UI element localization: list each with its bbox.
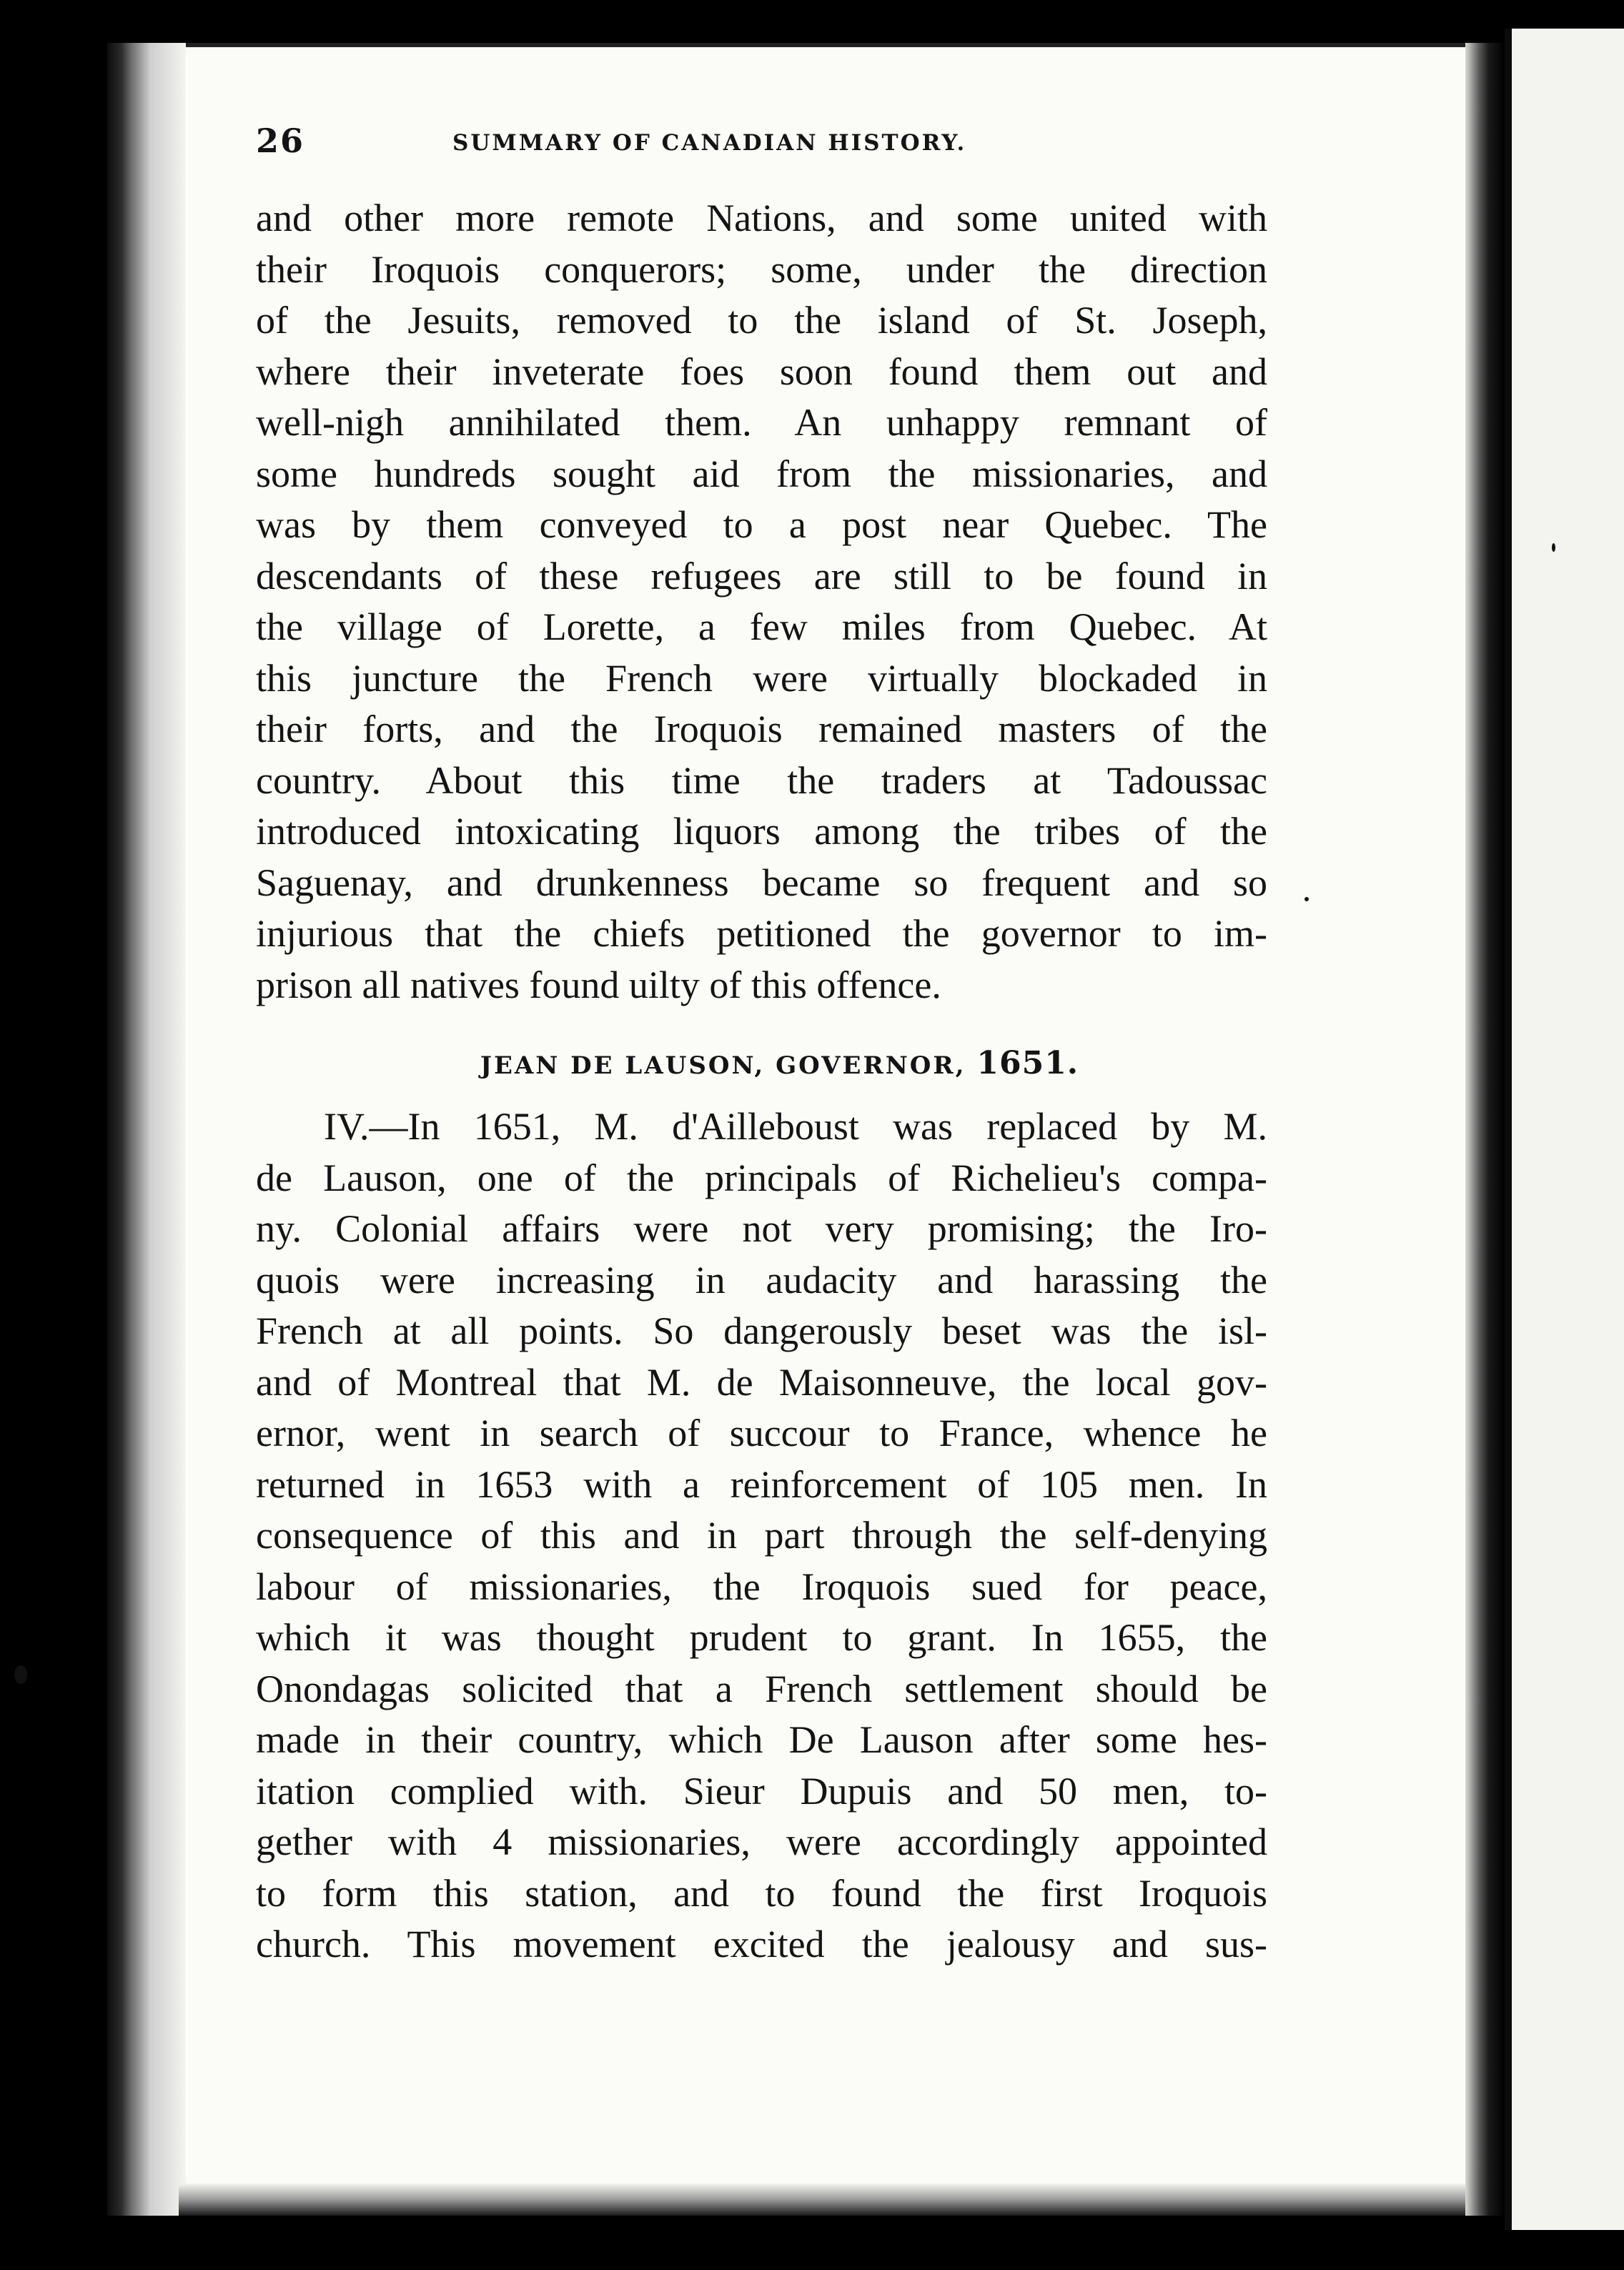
text-line: itation complied with. Sieur Dupuis and 50 men, to- [256,1769,1267,1813]
text-line: to form this station, and to found the first Iroquois [256,1871,1267,1915]
text-line: and other more remote Nations, and some united with [256,197,1267,239]
paragraph-1 [256,193,1267,1011]
text-block [256,107,1267,1971]
text-line: of the Jesuits, removed to the island of St. Joseph, [256,299,1267,342]
page-bottom-edge [179,2184,1465,2216]
page-right-edge [1465,43,1505,2216]
text-line: well-nigh annihilated them. An unhappy remnant of [256,401,1267,444]
scan-speck [14,1665,27,1684]
text-line: gether with 4 missionaries, were accordingly appointed [256,1820,1267,1863]
section-heading-text: JEAN DE LAUSON, GOVERNOR, [480,1051,966,1080]
text-line: French at all points. So dangerously beset was the isl- [256,1309,1267,1352]
text-line: and of Montreal that M. de Maisonneuve, the local gov- [256,1360,1267,1404]
scan-speck [1304,897,1309,901]
text-line: de Lauson, one of the principals of Richelieu's compa- [256,1156,1267,1199]
text-line: the village of Lorette, a few miles from Quebec. At [256,605,1267,648]
text-line: consequence of this and in part through the self-denying [256,1514,1267,1557]
running-title: SUMMARY OF CANADIAN HISTORY. [452,130,967,156]
running-head [256,107,1267,160]
text-line: injurious that the chiefs petitioned the governor to im- [256,912,1267,955]
text-line: this juncture the French were virtually blockaded in [256,656,1267,700]
text-line: Onondagas solicited that a French settlement should be [256,1667,1267,1710]
text-line: was by them conveyed to a post near Quebec. The [256,503,1267,546]
scan-speck [1552,543,1555,552]
text-line: ernor, went in search of succour to France, whence he [256,1412,1267,1454]
facing-page-edge [1505,29,1624,2230]
text-line: IV.—In 1651, M. d'Ailleboust was replaced by M. [324,1105,1267,1148]
page-gutter-shadow [107,43,186,2216]
text-line: ny. Colonial affairs were not very promising; the Iro- [256,1207,1267,1250]
page-number: 26 [256,122,305,160]
text-line: prison all natives found uilty of this offence. [256,963,941,1006]
text-line: which it was thought prudent to grant. In 1655, the [256,1616,1267,1659]
text-line: made in their country, which De Lauson after some hes- [256,1718,1267,1761]
text-line: their forts, and the Iroquois remained masters of the [256,708,1267,750]
text-line: labour of missionaries, the Iroquois sued for peace, [256,1565,1267,1608]
text-line: descendants of these refugees are still to be found in [256,554,1267,598]
text-line: their Iroquois conquerors; some, under the direction [256,247,1267,291]
text-line: where their inveterate foes soon found them out and [256,350,1267,393]
text-line: Saguenay, and drunkenness became so frequent and so [256,861,1267,904]
section-heading [256,1045,1267,1081]
text-line: introduced intoxicating liquors among the tribes of the [256,810,1267,853]
section-heading-year: 1651. [976,1045,1079,1081]
text-line: church. This movement excited the jealousy and sus- [256,1923,1267,1966]
text-line: returned in 1653 with a reinforcement of 105 men. In [256,1462,1267,1506]
paragraph-2 [256,1101,1267,1971]
text-line: country. About this time the traders at Tadoussac [256,758,1267,802]
text-line: quois were increasing in audacity and harassing the [256,1258,1267,1302]
text-line: some hundreds sought aid from the missionaries, and [256,452,1267,495]
